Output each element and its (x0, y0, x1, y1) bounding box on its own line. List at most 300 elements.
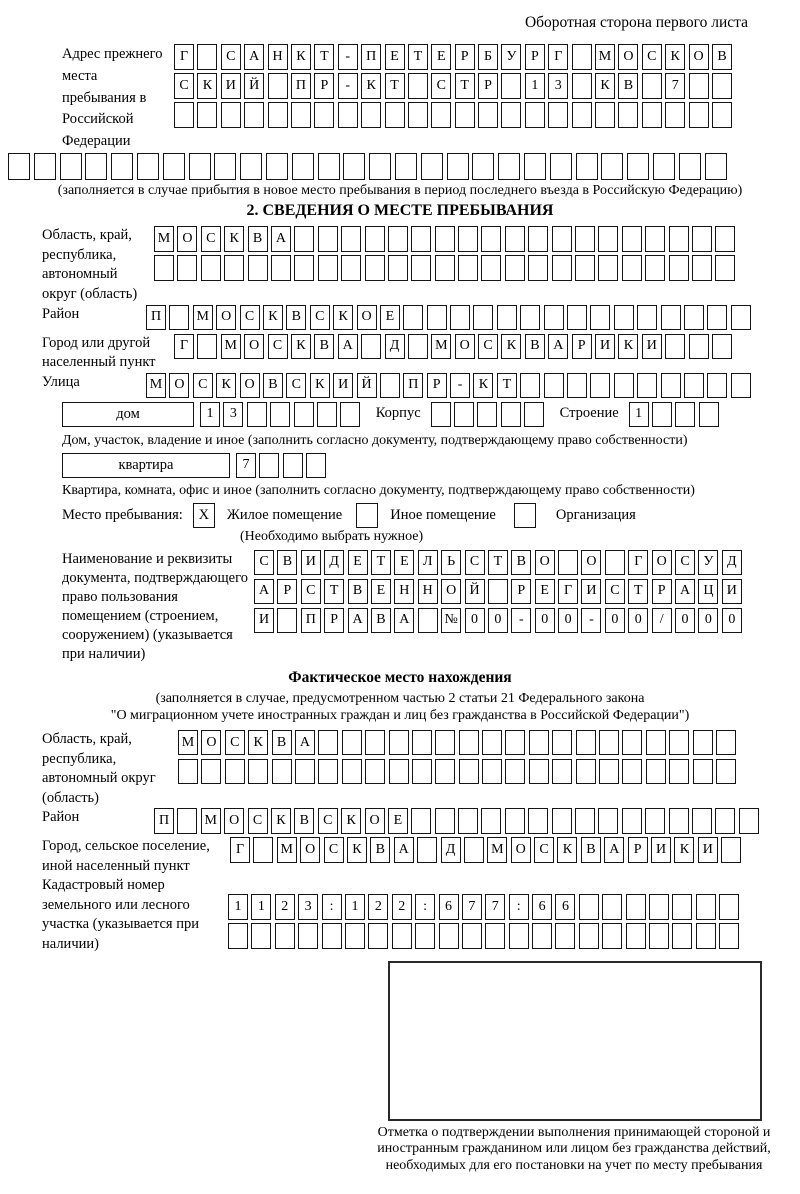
char-box[interactable] (567, 373, 587, 399)
char-box[interactable] (731, 305, 751, 331)
char-box[interactable]: Н (268, 44, 288, 70)
char-box[interactable]: М (146, 373, 166, 399)
char-box[interactable] (665, 334, 685, 360)
char-box[interactable]: П (291, 73, 311, 99)
char-box[interactable] (622, 226, 642, 252)
char-box[interactable] (318, 730, 338, 756)
char-box[interactable]: 0 (605, 608, 625, 634)
char-box[interactable]: 2 (392, 894, 412, 920)
char-box[interactable] (528, 808, 548, 834)
char-box[interactable]: А (348, 608, 368, 634)
char-box[interactable]: 3 (548, 73, 568, 99)
char-box[interactable]: К (291, 44, 311, 70)
char-box[interactable] (481, 808, 501, 834)
char-box[interactable]: О (300, 837, 320, 863)
char-box[interactable]: С (478, 334, 498, 360)
char-box[interactable]: В (511, 550, 531, 576)
char-box[interactable]: 2 (368, 894, 388, 920)
char-box[interactable]: : (415, 894, 435, 920)
char-box[interactable]: Е (371, 579, 391, 605)
char-box[interactable] (719, 923, 739, 949)
char-box[interactable]: 1 (345, 894, 365, 920)
char-box[interactable] (579, 894, 599, 920)
char-box[interactable] (575, 808, 595, 834)
char-box[interactable] (197, 102, 217, 128)
char-box[interactable] (450, 305, 470, 331)
prev-address-row-4[interactable] (8, 153, 800, 180)
char-box[interactable] (60, 153, 82, 180)
char-box[interactable] (721, 837, 741, 863)
char-box[interactable] (283, 453, 303, 479)
char-box[interactable]: К (501, 334, 521, 360)
char-box[interactable]: С (225, 730, 245, 756)
char-box[interactable]: Е (388, 808, 408, 834)
char-box[interactable]: О (357, 305, 377, 331)
char-box[interactable] (669, 759, 689, 785)
char-box[interactable]: В (294, 808, 314, 834)
char-box[interactable]: С (248, 808, 268, 834)
char-box[interactable]: И (651, 837, 671, 863)
char-box[interactable] (498, 153, 520, 180)
char-box[interactable]: М (193, 305, 213, 331)
char-box[interactable]: О (441, 579, 461, 605)
char-box[interactable]: В (272, 730, 292, 756)
char-box[interactable] (459, 730, 479, 756)
char-box[interactable]: Н (418, 579, 438, 605)
char-box[interactable] (197, 44, 217, 70)
char-box[interactable] (707, 373, 727, 399)
char-box[interactable] (388, 255, 408, 281)
char-box[interactable] (712, 102, 732, 128)
char-box[interactable]: П (403, 373, 423, 399)
char-box[interactable]: Ц (698, 579, 718, 605)
char-box[interactable]: С (301, 579, 321, 605)
char-box[interactable]: С (310, 305, 330, 331)
char-box[interactable] (248, 759, 268, 785)
char-box[interactable] (345, 923, 365, 949)
char-box[interactable]: 0 (675, 608, 695, 634)
char-box[interactable]: А (604, 837, 624, 863)
char-box[interactable] (712, 73, 732, 99)
char-box[interactable] (652, 402, 672, 428)
char-box[interactable]: К (361, 73, 381, 99)
char-box[interactable]: О (169, 373, 189, 399)
char-box[interactable] (599, 730, 619, 756)
char-box[interactable] (298, 923, 318, 949)
char-box[interactable]: Й (357, 373, 377, 399)
char-box[interactable]: В (525, 334, 545, 360)
char-box[interactable]: В (314, 334, 334, 360)
char-box[interactable]: 0 (488, 608, 508, 634)
char-box[interactable] (544, 373, 564, 399)
char-box[interactable]: Е (394, 550, 414, 576)
char-box[interactable]: И (221, 73, 241, 99)
char-box[interactable] (435, 730, 455, 756)
char-box[interactable] (365, 255, 385, 281)
char-box[interactable]: Р (455, 44, 475, 70)
char-box[interactable] (415, 923, 435, 949)
char-box[interactable]: Р (652, 579, 672, 605)
prev-address-row-2[interactable] (174, 73, 735, 99)
char-box[interactable] (417, 837, 437, 863)
char-box[interactable] (590, 305, 610, 331)
char-box[interactable] (454, 402, 474, 428)
char-box[interactable]: 1 (200, 402, 220, 428)
char-box[interactable]: 7 (485, 894, 505, 920)
char-box[interactable] (544, 305, 564, 331)
char-box[interactable] (532, 923, 552, 949)
char-box[interactable]: 1 (629, 402, 649, 428)
char-box[interactable] (111, 153, 133, 180)
char-box[interactable] (392, 923, 412, 949)
char-box[interactable] (225, 759, 245, 785)
char-box[interactable]: Д (385, 334, 405, 360)
char-box[interactable]: С (534, 837, 554, 863)
char-box[interactable]: С (174, 73, 194, 99)
char-box[interactable] (317, 402, 337, 428)
char-box[interactable]: 0 (722, 608, 742, 634)
char-box[interactable]: Р (314, 73, 334, 99)
char-box[interactable] (388, 226, 408, 252)
char-box[interactable] (411, 808, 431, 834)
char-box[interactable] (439, 923, 459, 949)
doc-row-2[interactable] (254, 579, 745, 605)
char-box[interactable] (524, 153, 546, 180)
char-box[interactable]: В (277, 550, 297, 576)
char-box[interactable]: А (338, 334, 358, 360)
char-box[interactable] (271, 255, 291, 281)
char-box[interactable] (576, 153, 598, 180)
char-box[interactable] (178, 759, 198, 785)
char-box[interactable]: П (361, 44, 381, 70)
char-box[interactable] (294, 402, 314, 428)
char-box[interactable]: И (254, 608, 274, 634)
char-box[interactable]: И (698, 837, 718, 863)
char-box[interactable] (550, 153, 572, 180)
char-box[interactable] (626, 923, 646, 949)
char-box[interactable]: С (605, 579, 625, 605)
char-box[interactable] (408, 102, 428, 128)
char-box[interactable]: Г (174, 44, 194, 70)
char-box[interactable] (224, 255, 244, 281)
raion-row[interactable] (146, 305, 754, 331)
char-box[interactable] (579, 923, 599, 949)
char-box[interactable]: Е (431, 44, 451, 70)
char-box[interactable] (716, 730, 736, 756)
char-box[interactable]: 3 (223, 402, 243, 428)
char-box[interactable] (696, 923, 716, 949)
char-box[interactable] (520, 305, 540, 331)
char-box[interactable]: О (216, 305, 236, 331)
char-box[interactable] (528, 255, 548, 281)
char-box[interactable]: 2 (275, 894, 295, 920)
char-box[interactable] (689, 334, 709, 360)
char-box[interactable] (649, 923, 669, 949)
char-box[interactable]: У (501, 44, 521, 70)
char-box[interactable] (679, 153, 701, 180)
char-box[interactable]: К (216, 373, 236, 399)
char-box[interactable]: О (689, 44, 709, 70)
char-box[interactable]: С (675, 550, 695, 576)
char-box[interactable] (558, 550, 578, 576)
char-box[interactable] (318, 759, 338, 785)
char-box[interactable] (524, 402, 544, 428)
char-box[interactable]: С (221, 44, 241, 70)
char-box[interactable] (684, 373, 704, 399)
char-box[interactable] (369, 153, 391, 180)
char-box[interactable] (477, 402, 497, 428)
char-box[interactable] (478, 102, 498, 128)
char-box[interactable] (314, 102, 334, 128)
char-box[interactable] (247, 402, 267, 428)
char-box[interactable] (693, 730, 713, 756)
char-box[interactable] (675, 402, 695, 428)
char-box[interactable] (294, 255, 314, 281)
char-box[interactable] (251, 923, 271, 949)
char-box[interactable]: Т (455, 73, 475, 99)
char-box[interactable] (395, 153, 417, 180)
char-box[interactable] (427, 305, 447, 331)
char-box[interactable] (715, 255, 735, 281)
char-box[interactable] (259, 453, 279, 479)
char-box[interactable] (529, 759, 549, 785)
char-box[interactable] (365, 730, 385, 756)
char-box[interactable] (455, 102, 475, 128)
char-box[interactable] (214, 153, 236, 180)
char-box[interactable] (488, 579, 508, 605)
char-box[interactable]: К (197, 73, 217, 99)
char-box[interactable] (627, 153, 649, 180)
char-box[interactable] (472, 153, 494, 180)
char-box[interactable] (318, 255, 338, 281)
char-box[interactable]: О (240, 373, 260, 399)
gorod-row[interactable] (174, 334, 735, 360)
char-box[interactable]: - (338, 44, 358, 70)
char-box[interactable]: С (642, 44, 662, 70)
char-box[interactable]: О (201, 730, 221, 756)
char-box[interactable] (174, 102, 194, 128)
char-box[interactable] (34, 153, 56, 180)
char-box[interactable] (361, 334, 381, 360)
char-box[interactable]: В (286, 305, 306, 331)
char-box[interactable]: Р (511, 579, 531, 605)
char-box[interactable]: К (248, 730, 268, 756)
char-box[interactable] (411, 226, 431, 252)
char-box[interactable] (572, 44, 592, 70)
doc-row-1[interactable] (254, 550, 745, 576)
inoe-checkbox[interactable] (356, 503, 378, 528)
char-box[interactable] (431, 402, 451, 428)
char-box[interactable] (548, 102, 568, 128)
char-box[interactable] (712, 334, 732, 360)
char-box[interactable]: П (301, 608, 321, 634)
char-box[interactable] (552, 808, 572, 834)
char-box[interactable] (601, 153, 623, 180)
fact-gorod-row[interactable] (230, 837, 745, 863)
char-box[interactable]: М (154, 226, 174, 252)
char-box[interactable]: О (618, 44, 638, 70)
char-box[interactable] (622, 759, 642, 785)
char-box[interactable] (248, 255, 268, 281)
char-box[interactable] (322, 923, 342, 949)
char-box[interactable] (408, 73, 428, 99)
char-box[interactable] (505, 255, 525, 281)
char-box[interactable]: К (271, 808, 291, 834)
char-box[interactable] (268, 73, 288, 99)
char-box[interactable]: К (557, 837, 577, 863)
char-box[interactable] (418, 608, 438, 634)
char-box[interactable]: М (487, 837, 507, 863)
char-box[interactable]: Г (548, 44, 568, 70)
char-box[interactable]: К (473, 373, 493, 399)
char-box[interactable] (137, 153, 159, 180)
char-box[interactable]: 0 (698, 608, 718, 634)
char-box[interactable] (509, 923, 529, 949)
char-box[interactable]: 0 (465, 608, 485, 634)
prev-address-row-1[interactable] (174, 44, 735, 70)
char-box[interactable] (411, 255, 431, 281)
char-box[interactable]: К (333, 305, 353, 331)
char-box[interactable] (270, 402, 290, 428)
char-box[interactable] (85, 153, 107, 180)
char-box[interactable] (576, 730, 596, 756)
char-box[interactable]: 6 (555, 894, 575, 920)
char-box[interactable]: М (431, 334, 451, 360)
char-box[interactable]: С (201, 226, 221, 252)
char-box[interactable]: 7 (462, 894, 482, 920)
char-box[interactable] (435, 255, 455, 281)
char-box[interactable]: А (271, 226, 291, 252)
char-box[interactable]: К (674, 837, 694, 863)
char-box[interactable] (520, 373, 540, 399)
char-box[interactable]: В (248, 226, 268, 252)
char-box[interactable] (403, 305, 423, 331)
char-box[interactable]: 7 (236, 453, 256, 479)
char-box[interactable]: К (341, 808, 361, 834)
char-box[interactable] (572, 73, 592, 99)
dom-cells[interactable] (200, 402, 364, 428)
char-box[interactable]: О (581, 550, 601, 576)
char-box[interactable] (266, 153, 288, 180)
char-box[interactable] (505, 226, 525, 252)
char-box[interactable] (295, 759, 315, 785)
char-box[interactable] (598, 255, 618, 281)
char-box[interactable]: В (371, 608, 391, 634)
char-box[interactable]: К (595, 73, 615, 99)
char-box[interactable]: Г (174, 334, 194, 360)
char-box[interactable] (716, 759, 736, 785)
char-box[interactable] (340, 402, 360, 428)
char-box[interactable] (272, 759, 292, 785)
char-box[interactable]: Е (535, 579, 555, 605)
kadastr-row-1[interactable] (228, 894, 743, 920)
char-box[interactable]: И (581, 579, 601, 605)
char-box[interactable] (602, 894, 622, 920)
char-box[interactable]: С (286, 373, 306, 399)
char-box[interactable] (739, 808, 759, 834)
char-box[interactable] (501, 73, 521, 99)
char-box[interactable] (431, 102, 451, 128)
char-box[interactable]: Д (722, 550, 742, 576)
char-box[interactable] (614, 305, 634, 331)
char-box[interactable]: Е (385, 44, 405, 70)
char-box[interactable]: А (394, 608, 414, 634)
char-box[interactable]: Е (380, 305, 400, 331)
char-box[interactable] (605, 550, 625, 576)
char-box[interactable]: С (240, 305, 260, 331)
char-box[interactable]: Р (277, 579, 297, 605)
char-box[interactable]: Й (465, 579, 485, 605)
char-box[interactable] (341, 226, 361, 252)
char-box[interactable]: М (277, 837, 297, 863)
char-box[interactable] (389, 759, 409, 785)
char-box[interactable]: Т (408, 44, 428, 70)
ulitsa-row[interactable] (146, 373, 754, 399)
char-box[interactable]: Р (324, 608, 344, 634)
char-box[interactable] (8, 153, 30, 180)
char-box[interactable] (189, 153, 211, 180)
char-box[interactable] (505, 759, 525, 785)
char-box[interactable] (275, 923, 295, 949)
char-box[interactable] (306, 453, 326, 479)
char-box[interactable] (595, 102, 615, 128)
char-box[interactable] (389, 730, 409, 756)
char-box[interactable]: К (263, 305, 283, 331)
char-box[interactable]: Й (244, 73, 264, 99)
doc-row-3[interactable] (254, 608, 745, 634)
char-box[interactable] (672, 923, 692, 949)
char-box[interactable]: С (465, 550, 485, 576)
char-box[interactable]: Г (628, 550, 648, 576)
char-box[interactable] (505, 808, 525, 834)
char-box[interactable] (614, 373, 634, 399)
char-box[interactable]: Д (324, 550, 344, 576)
char-box[interactable]: К (665, 44, 685, 70)
char-box[interactable]: Г (230, 837, 250, 863)
char-box[interactable] (692, 226, 712, 252)
char-box[interactable]: В (370, 837, 390, 863)
char-box[interactable]: С (254, 550, 274, 576)
char-box[interactable]: С (431, 73, 451, 99)
char-box[interactable] (552, 730, 572, 756)
char-box[interactable] (699, 402, 719, 428)
char-box[interactable]: В (618, 73, 638, 99)
char-box[interactable] (689, 73, 709, 99)
oblast-row-1[interactable] (154, 226, 739, 252)
char-box[interactable] (497, 305, 517, 331)
char-box[interactable] (343, 153, 365, 180)
char-box[interactable]: С (268, 334, 288, 360)
char-box[interactable] (505, 730, 525, 756)
char-box[interactable]: К (310, 373, 330, 399)
char-box[interactable]: Т (628, 579, 648, 605)
char-box[interactable] (642, 73, 662, 99)
char-box[interactable] (622, 730, 642, 756)
char-box[interactable]: К (618, 334, 638, 360)
char-box[interactable] (637, 373, 657, 399)
char-box[interactable] (408, 334, 428, 360)
char-box[interactable]: Л (418, 550, 438, 576)
char-box[interactable]: И (595, 334, 615, 360)
char-box[interactable] (637, 305, 657, 331)
char-box[interactable] (482, 730, 502, 756)
char-box[interactable]: О (177, 226, 197, 252)
char-box[interactable] (292, 153, 314, 180)
char-box[interactable]: Т (488, 550, 508, 576)
char-box[interactable] (599, 759, 619, 785)
char-box[interactable]: О (365, 808, 385, 834)
char-box[interactable] (240, 153, 262, 180)
